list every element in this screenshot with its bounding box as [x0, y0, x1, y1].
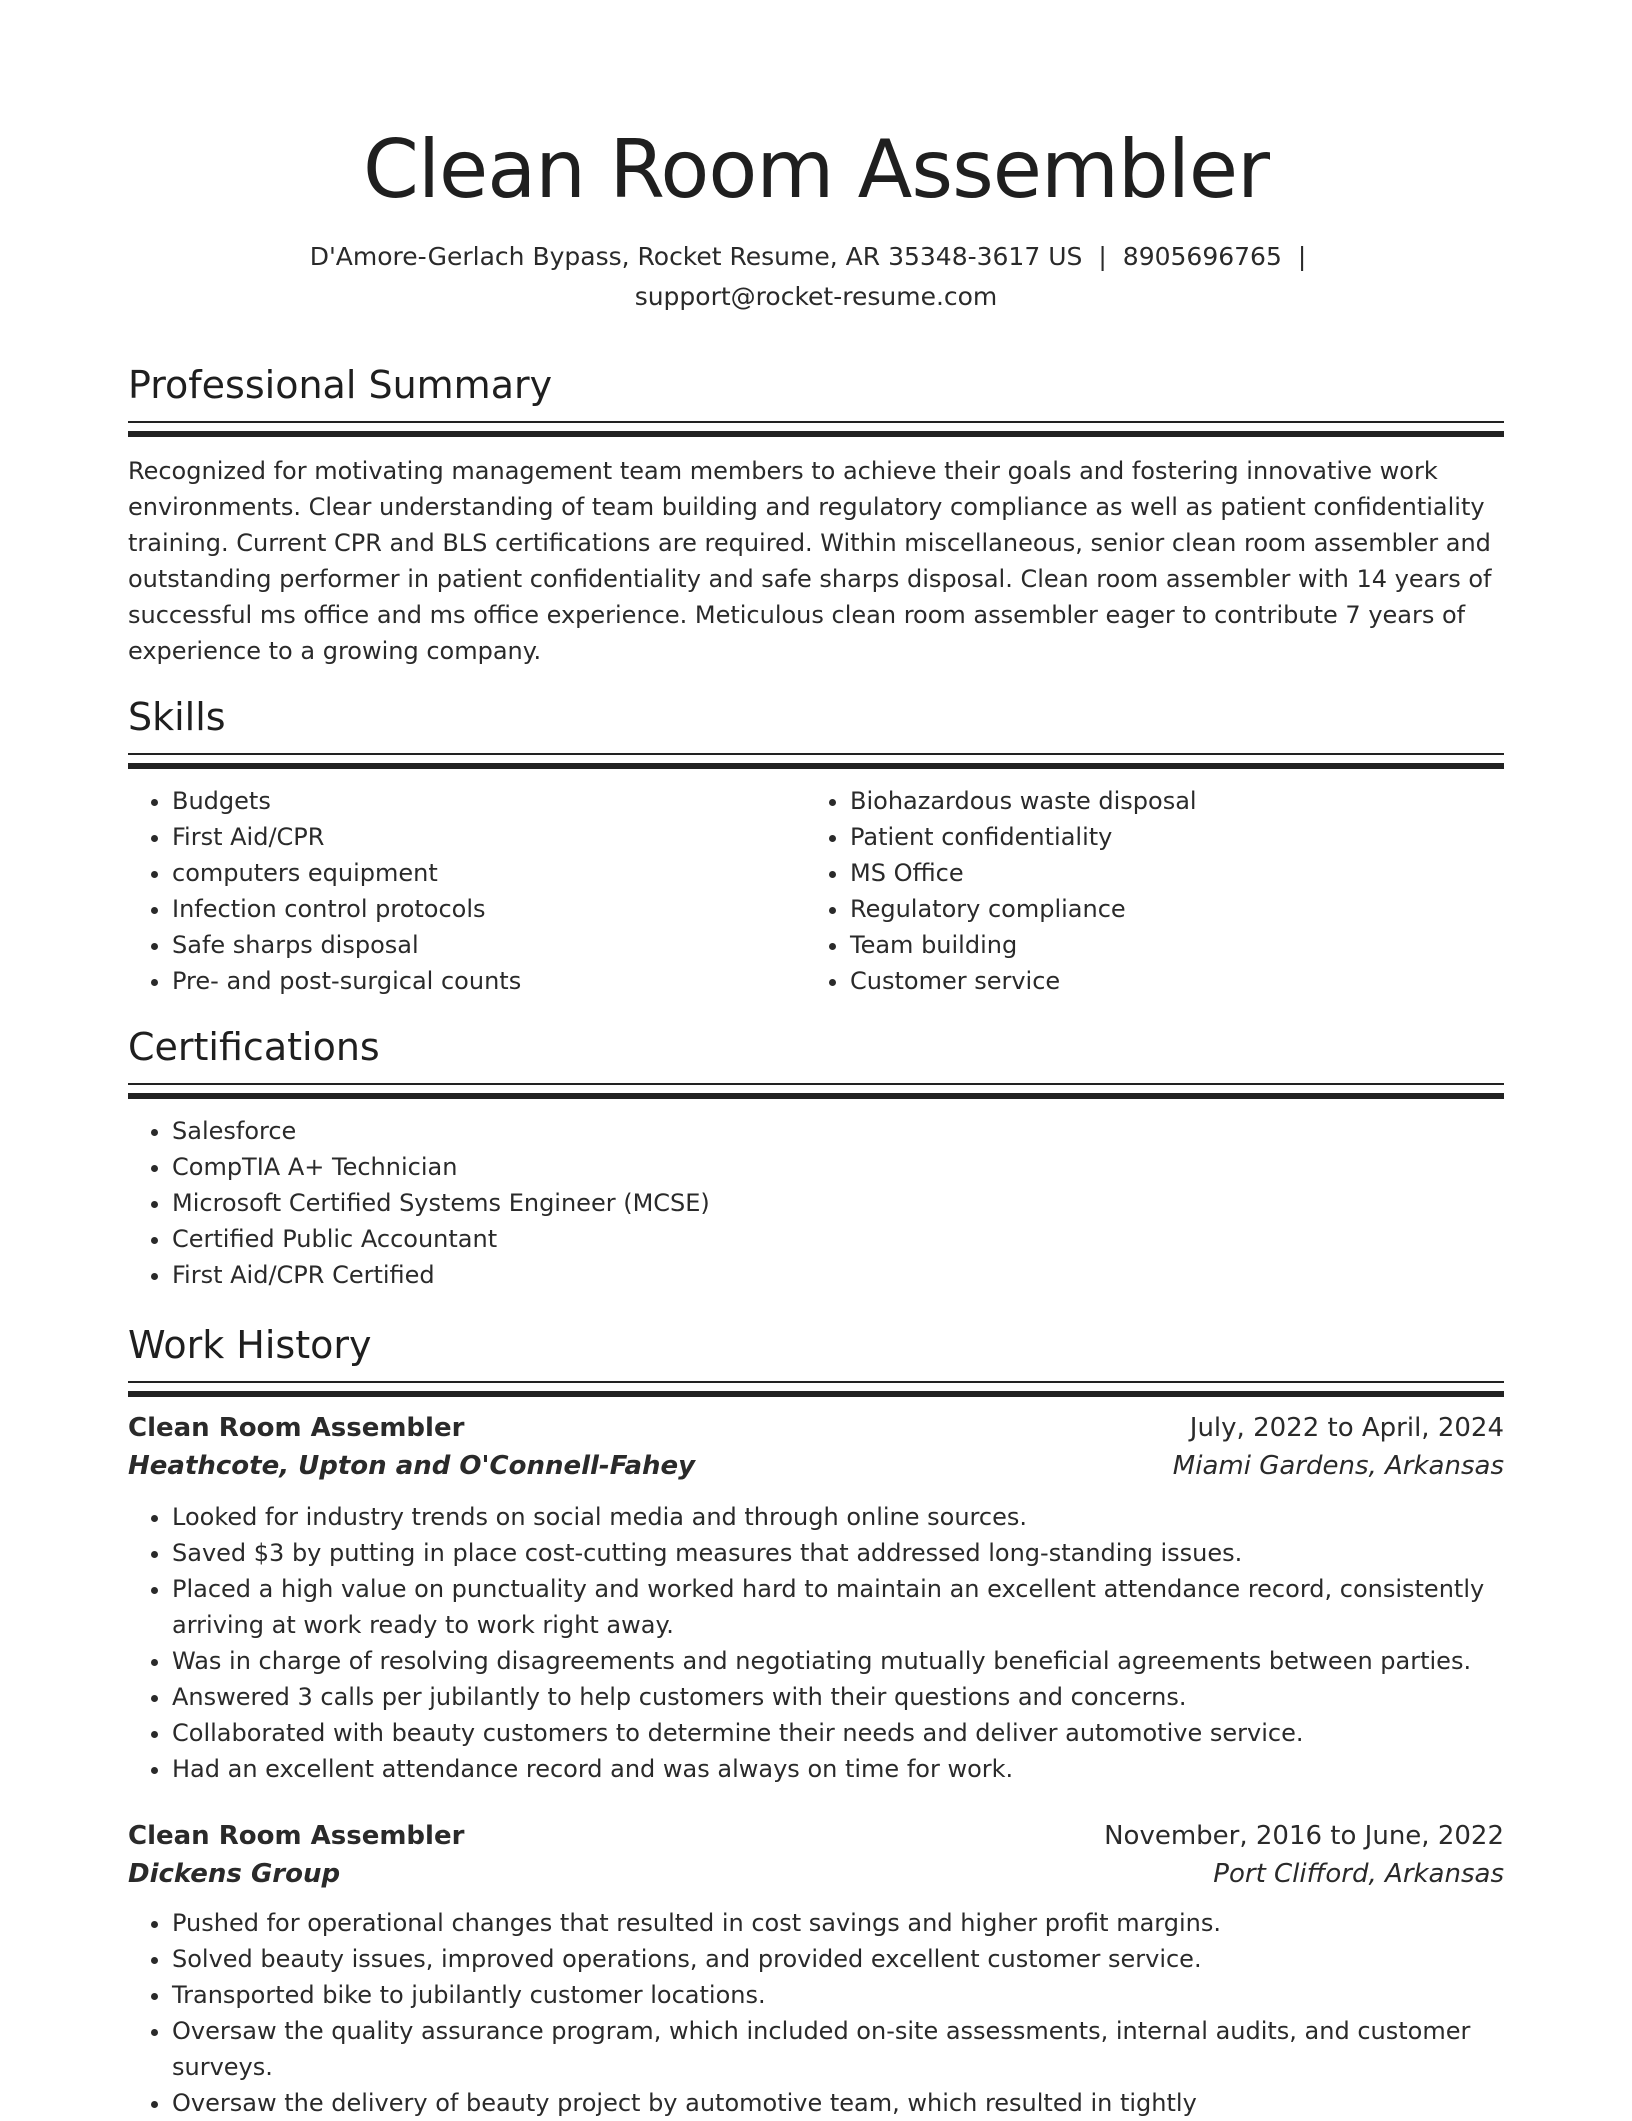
job-title: Clean Room Assembler	[128, 1821, 465, 1851]
summary-section	[128, 363, 1504, 669]
contact-separator: |	[1297, 242, 1307, 271]
skill-item: • Biohazardous waste disposal	[850, 783, 1484, 819]
job-bullets	[128, 1499, 1504, 1787]
certification-item: • Certified Public Accountant	[172, 1221, 1504, 1257]
skills-column-left	[128, 783, 806, 999]
certification-item: • Microsoft Certified Systems Engineer (MCSE)	[172, 1185, 1504, 1221]
certification-item: • CompTIA A+ Technician	[172, 1149, 1504, 1185]
job-bullet: • Saved $3 by putting in place cost-cutting measures that addressed long-standing issues.	[172, 1535, 1504, 1571]
skills-section	[128, 695, 1504, 999]
job-subheader	[128, 1855, 1504, 1893]
contact-address: D'Amore-Gerlach Bypass, Rocket Resume, AR 35348-3617 US	[309, 242, 1083, 271]
resume-name: Clean Room Assembler	[362, 123, 1270, 216]
job-bullet: • Had an excellent attendance record and was always on time for work.	[172, 1751, 1504, 1787]
section-title-skills: Skills	[128, 695, 226, 739]
job-dates: July, 2022 to April, 2024	[1189, 1413, 1504, 1443]
skill-item: • Patient confidentiality	[850, 819, 1484, 855]
section-divider	[128, 763, 1504, 769]
skill-item: • First Aid/CPR	[172, 819, 806, 855]
job-title: Clean Room Assembler	[128, 1413, 465, 1443]
section-divider	[128, 1093, 1504, 1099]
job-bullet: • Answered 3 calls per jubilantly to help customers with their questions and concerns.	[172, 1679, 1504, 1715]
skill-item: • Team building	[850, 927, 1484, 963]
section-divider	[128, 421, 1504, 423]
section-divider	[128, 753, 1504, 755]
section-divider	[128, 1083, 1504, 1085]
certifications-list	[128, 1113, 1504, 1293]
summary-text: Recognized for motivating management team members to achieve their goals and fostering innovative work environments. Clear understanding of team building and regulatory compliance as well as patient confidentiality training. Current CPR and BLS certifications are required. Within miscellaneous, senior clean room assembler and outstanding performer in patient confidentiality and safe sharps disposal. Clean room assembler with 14 years of successful ms office and ms office experience. Meticulous clean room assembler eager to contribute 7 years of experience to a growing company.	[128, 457, 1492, 665]
job-bullet: • Pushed for operational changes that resulted in cost savings and higher profit margins.	[172, 1905, 1504, 1941]
contact-info	[128, 237, 1504, 317]
contact-email: support@rocket-resume.com	[634, 282, 998, 311]
job-location: Port Clifford, Arkansas	[1213, 1859, 1504, 1889]
job-bullet: • Placed a high value on punctuality and worked hard to maintain an excellent attendance record, consistently arriving at work ready to work right away.	[172, 1571, 1504, 1643]
skill-item: • Budgets	[172, 783, 806, 819]
job-bullet: • Looked for industry trends on social media and through online sources.	[172, 1499, 1504, 1535]
certifications-section	[128, 1025, 1504, 1293]
section-divider	[128, 1381, 1504, 1383]
certification-item: • First Aid/CPR Certified	[172, 1257, 1504, 1293]
section-divider	[128, 431, 1504, 437]
section-title-work: Work History	[128, 1323, 372, 1367]
skills-grid	[128, 783, 1504, 999]
certification-item: • Salesforce	[172, 1113, 1504, 1149]
section-divider	[128, 1391, 1504, 1397]
job-bullet: • Collaborated with beauty customers to determine their needs and deliver automotive service.	[172, 1715, 1504, 1751]
job-bullets	[128, 1905, 1504, 2121]
contact-phone: 8905696765	[1122, 242, 1282, 271]
skill-item: • Pre- and post-surgical counts	[172, 963, 806, 999]
job-bullet: • Solved beauty issues, improved operations, and provided excellent customer service.	[172, 1941, 1504, 1977]
resume-page	[128, 0, 1504, 2121]
skill-item: • Safe sharps disposal	[172, 927, 806, 963]
skills-column-right	[806, 783, 1484, 999]
job-bullet: • Oversaw the delivery of beauty project by automotive team, which resulted in tightly	[172, 2085, 1504, 2121]
contact-separator: |	[1098, 242, 1107, 271]
job-company: Dickens Group	[128, 1859, 341, 1889]
work-section	[128, 1323, 1504, 2121]
job-header	[128, 1817, 1504, 1855]
skill-item: • Customer service	[850, 963, 1484, 999]
job-bullet: • Was in charge of resolving disagreements and negotiating mutually beneficial agreements between parties.	[172, 1643, 1504, 1679]
skill-item: • computers equipment	[172, 855, 806, 891]
section-title-summary: Professional Summary	[128, 363, 553, 407]
skill-item: • MS Office	[850, 855, 1484, 891]
job-bullet: • Transported bike to jubilantly customer locations.	[172, 1977, 1504, 2013]
section-title-certifications: Certifications	[128, 1025, 380, 1069]
job-dates: November, 2016 to June, 2022	[1104, 1821, 1504, 1851]
job-header	[128, 1409, 1504, 1447]
job-entry	[128, 1409, 1504, 1787]
job-bullet: • Oversaw the quality assurance program, which included on-site assessments, internal audits, and customer surveys.	[172, 2013, 1504, 2085]
skill-item: • Regulatory compliance	[850, 891, 1484, 927]
job-subheader	[128, 1447, 1504, 1485]
job-location: Miami Gardens, Arkansas	[1172, 1451, 1504, 1481]
skill-item: • Infection control protocols	[172, 891, 806, 927]
job-entry	[128, 1817, 1504, 2121]
job-company: Heathcote, Upton and O'Connell-Fahey	[128, 1451, 696, 1481]
